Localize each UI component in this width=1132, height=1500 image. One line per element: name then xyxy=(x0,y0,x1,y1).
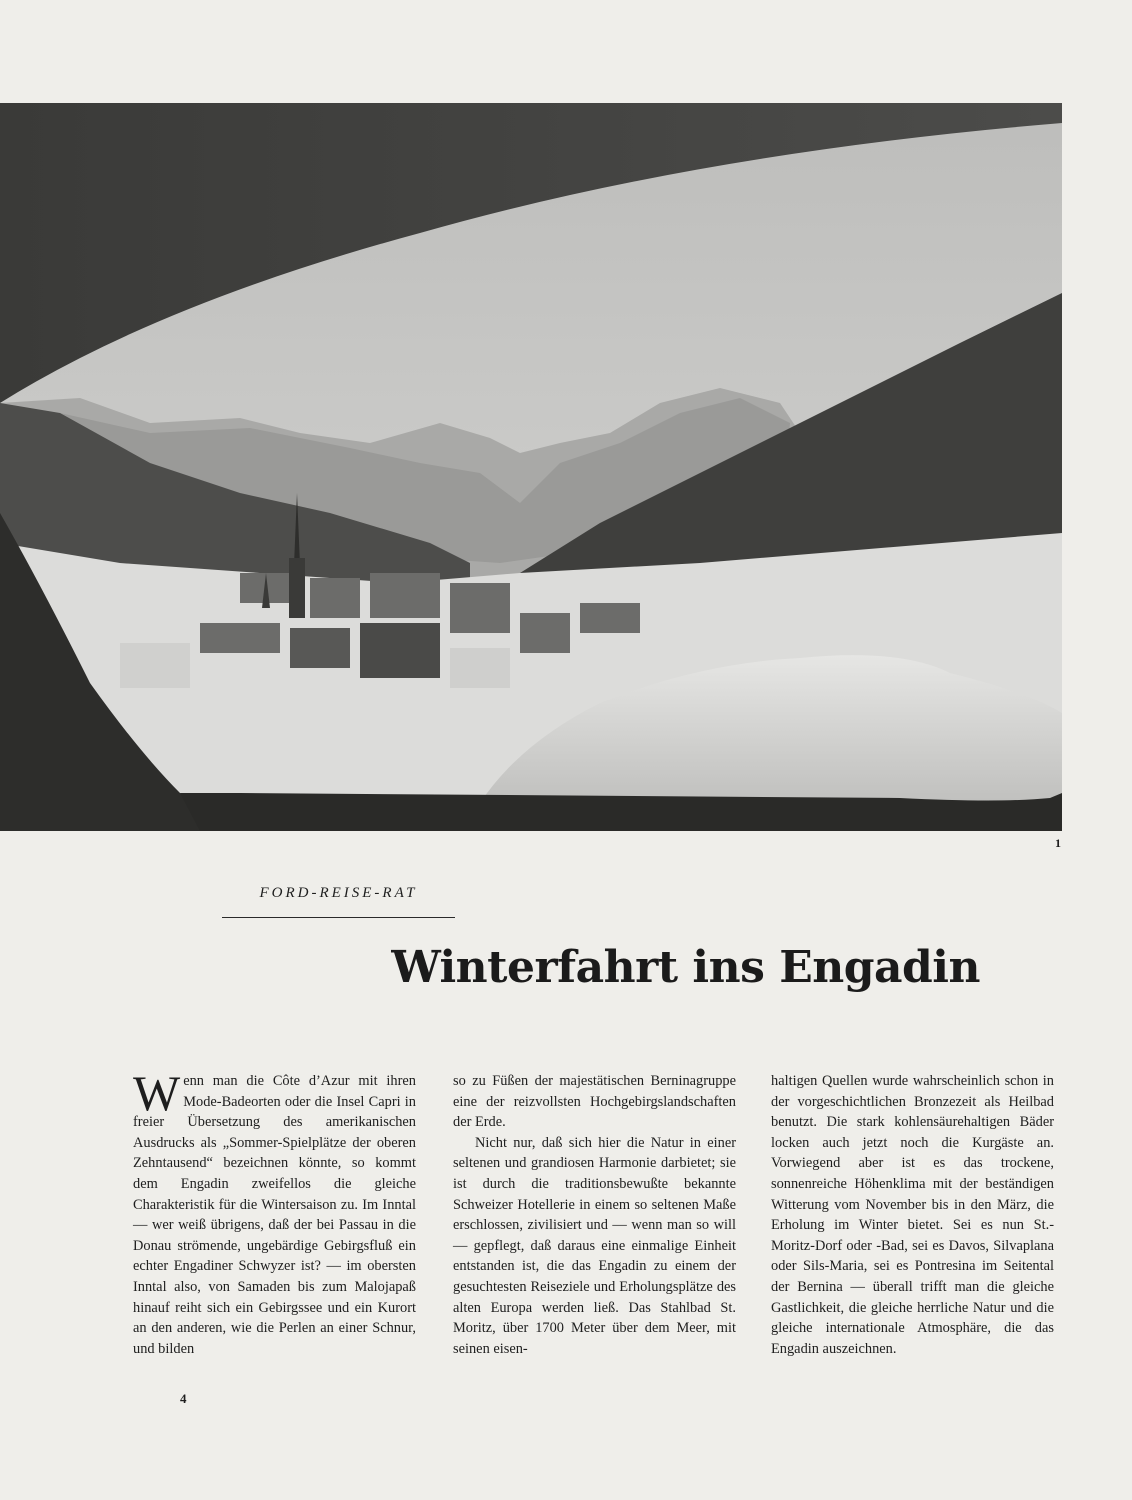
article-column-1 xyxy=(133,1065,416,1359)
figure-number: 1 xyxy=(1055,836,1061,850)
column-3-text: haltigen Quellen wurde wahrscheinlich schon in der vorgeschichtlichen Bronzezeit als Heilbad benutzt. Die stark kohlensäurehaltigen Bäder locken auch jetzt noch die Kurgäste an. Vorwiegend aber ist es das trockene, sonnenreiche Höhenklima mit der beständigen Witterung vom November bis in den März, die Erholung im Winter bietet. Sei es nun St.-Moritz-Dorf oder -Bad, sei es Davos, Silvaplana oder Sils-Maria, sei es Pontresina im Seitental der Bernina — überall trifft man die gleiche Gastlichkeit, die gleiche herrliche Natur und die gleiche internationale Atmosphäre, die das Engadin auszeichnen. xyxy=(771,1073,1054,1357)
header-photo xyxy=(0,103,1062,831)
page-number: 4 xyxy=(180,1391,187,1406)
kicker-divider xyxy=(222,917,455,918)
drop-cap: W xyxy=(133,1065,181,1121)
window-view-photo-icon xyxy=(0,103,1062,831)
section-kicker: FORD-REISE-RAT xyxy=(259,885,418,901)
article-title: Winterfahrt ins Engadin xyxy=(391,942,980,993)
column-2-paragraph-1: so zu Füßen der majestätischen Berninagruppe eine der reizvollsten Hochgebirgslandschaften der Erde. xyxy=(453,1073,736,1131)
article-column-2 xyxy=(453,1071,736,1359)
column-2-paragraph-2: Nicht nur, daß sich hier die Natur in einer seltenen und grandiosen Harmonie darbietet; sie ist durch die traditionsbewußte bekannte Schweizer Hotellerie in einem so seltenen Maße erschlossen, zivilisiert und — wenn man so will — gepflegt, daß daraus eine einmalige Einheit entstanden ist, die das Engadin zu einem der gesuchtesten Reiseziele und Erholungsplätze des alten Europa werden ließ. Das Stahlbad St. Moritz, über 1700 Meter über dem Meer, mit seinen eisen- xyxy=(453,1134,736,1357)
column-1-text: enn man die Côte d’Azur mit ihren Mode-Badeorten oder die Insel Capri in freier Übersetzung des amerikanischen Ausdrucks als „Sommer-Spielplätze der oberen Zehntausend“ bezeichnen könnte, so kommt dem Engadin zweifellos die gleiche Charakteristik für die Wintersaison zu. Im Inntal — wer weiß übrigens, daß der bei Passau in die Donau strömende, ungebärdige Gebirgsfluß ein echter Engadiner Schwyzer ist? — im obersten Inntal also, von Samaden bis zum Malojapaß hinauf reiht sich ein Gebirgssee und ein Kurort an den anderen, wie die Perlen an einer Schnur, und bilden xyxy=(133,1073,416,1357)
article-column-3 xyxy=(771,1071,1054,1359)
